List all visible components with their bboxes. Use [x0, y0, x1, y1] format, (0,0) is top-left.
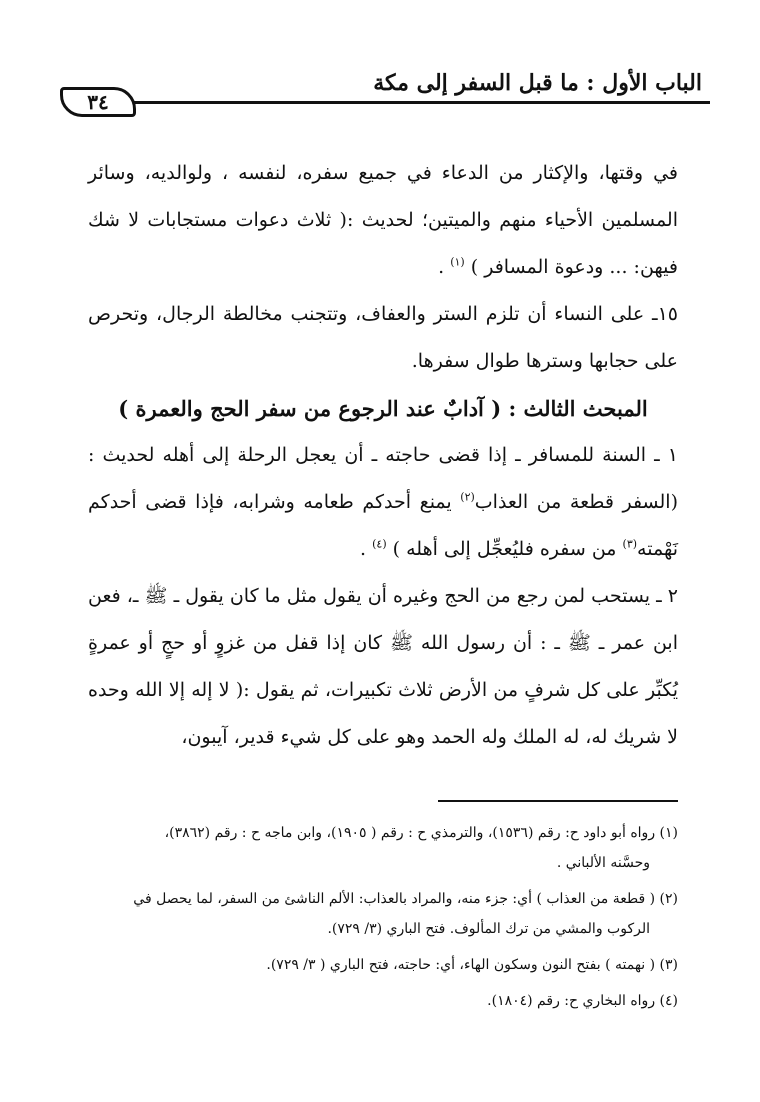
- footnote-4: (٤) رواه البخاري ح: رقم (١٨٠٤).: [487, 993, 678, 1009]
- footnote-ref-1: (١): [450, 255, 465, 269]
- page-header: [60, 60, 710, 120]
- paragraph-1: [88, 150, 678, 291]
- footnote-1-line-2: وحسَّنه الألباني .: [556, 855, 650, 871]
- paragraph-2: ١٥ـ على النساء أن تلزم الستر والعفاف، وتتجنب مخالطة الرجال، وتحرص على حجابها وسترها طوال سفرها.: [88, 303, 678, 372]
- footnote-1-line-1: (١) رواه أبو داود ح: رقم (١٥٣٦)، والترمذي ح : رقم ( ١٩٠٥)، وابن ماجه ح : رقم (٣٨٦٢)،: [164, 825, 678, 841]
- footnote-ref-3: (٣): [622, 537, 638, 551]
- footnote-2-line-2: الركوب والمشي من ترك المألوف. فتح الباري (٣/ ٧٢٩).: [327, 921, 650, 937]
- page-number-badge: [60, 87, 136, 117]
- paragraph-4: ٢ ـ يستحب لمن رجع من الحج وغيره أن يقول مثل ما كان يقول ـ ﷺ ـ، فعن ابن عمر ـ ﷺ ـ : أن رسول الله ﷺ كان إذا قفل من غزوٍ أو حجٍ أو عمرةٍ يُكبِّر على كل شرفٍ من الأرض ثلاث تكبيرات، ثم يقول :( لا إله إلا الله وحده لا شريك له، له الملك وله الحمد وهو على كل شيء قدير، آيبون،: [88, 585, 678, 748]
- footnotes: [88, 818, 678, 1022]
- running-title: الباب الأول : ما قبل السفر إلى مكة: [373, 70, 702, 96]
- header-rule: [130, 101, 710, 104]
- footnote-2: [88, 884, 678, 944]
- paragraph-3-end: .: [360, 538, 373, 560]
- paragraph-3-text-a: ١ ـ السنة للمسافر ـ إذا قضى حاجته ـ أن يعجل الرحلة إلى أهله لحديث : (السفر قطعة من العذاب: [88, 444, 678, 513]
- footnote-2-line-1: (٢) ( قطعة من العذاب ) أي: جزء منه، والمراد بالعذاب: الألم الناشئ من السفر، لما يحصل في: [133, 891, 678, 907]
- paragraph-3: [88, 432, 678, 573]
- footnote-3: (٣) ( نهمته ) بفتح النون وسكون الهاء، أي: حاجته، فتح الباري ( ٣/ ٧٢٩).: [266, 957, 678, 973]
- footnote-ref-4: (٤): [372, 537, 387, 551]
- paragraph-3-text-b: يمنع أحدكم طعامه وشرابه، فإذا قضى أحدكم نَهْمته: [88, 491, 678, 560]
- paragraph-3-text-c: من سفره فليُعجِّل إلى أهله ): [392, 538, 623, 560]
- section-heading: المبحث الثالث : ( آدابٌ عند الرجوع من سفر الحج والعمرة ): [118, 396, 648, 421]
- main-text: [88, 150, 678, 761]
- footnote-ref-2: (٢): [460, 490, 475, 504]
- paragraph-1-end: .: [438, 256, 451, 278]
- footnote-1: [88, 818, 678, 878]
- page-number: ٣٤: [87, 90, 109, 114]
- paragraph-1-text: في وقتها، والإكثار من الدعاء في جميع سفره، لنفسه ، ولوالديه، وسائر المسلمين الأحياء منهم والميتين؛ لحديث :( ثلاث دعوات مستجابات لا شك فيهن: ... ودعوة المسافر ): [88, 162, 678, 278]
- footnote-separator: [438, 800, 678, 802]
